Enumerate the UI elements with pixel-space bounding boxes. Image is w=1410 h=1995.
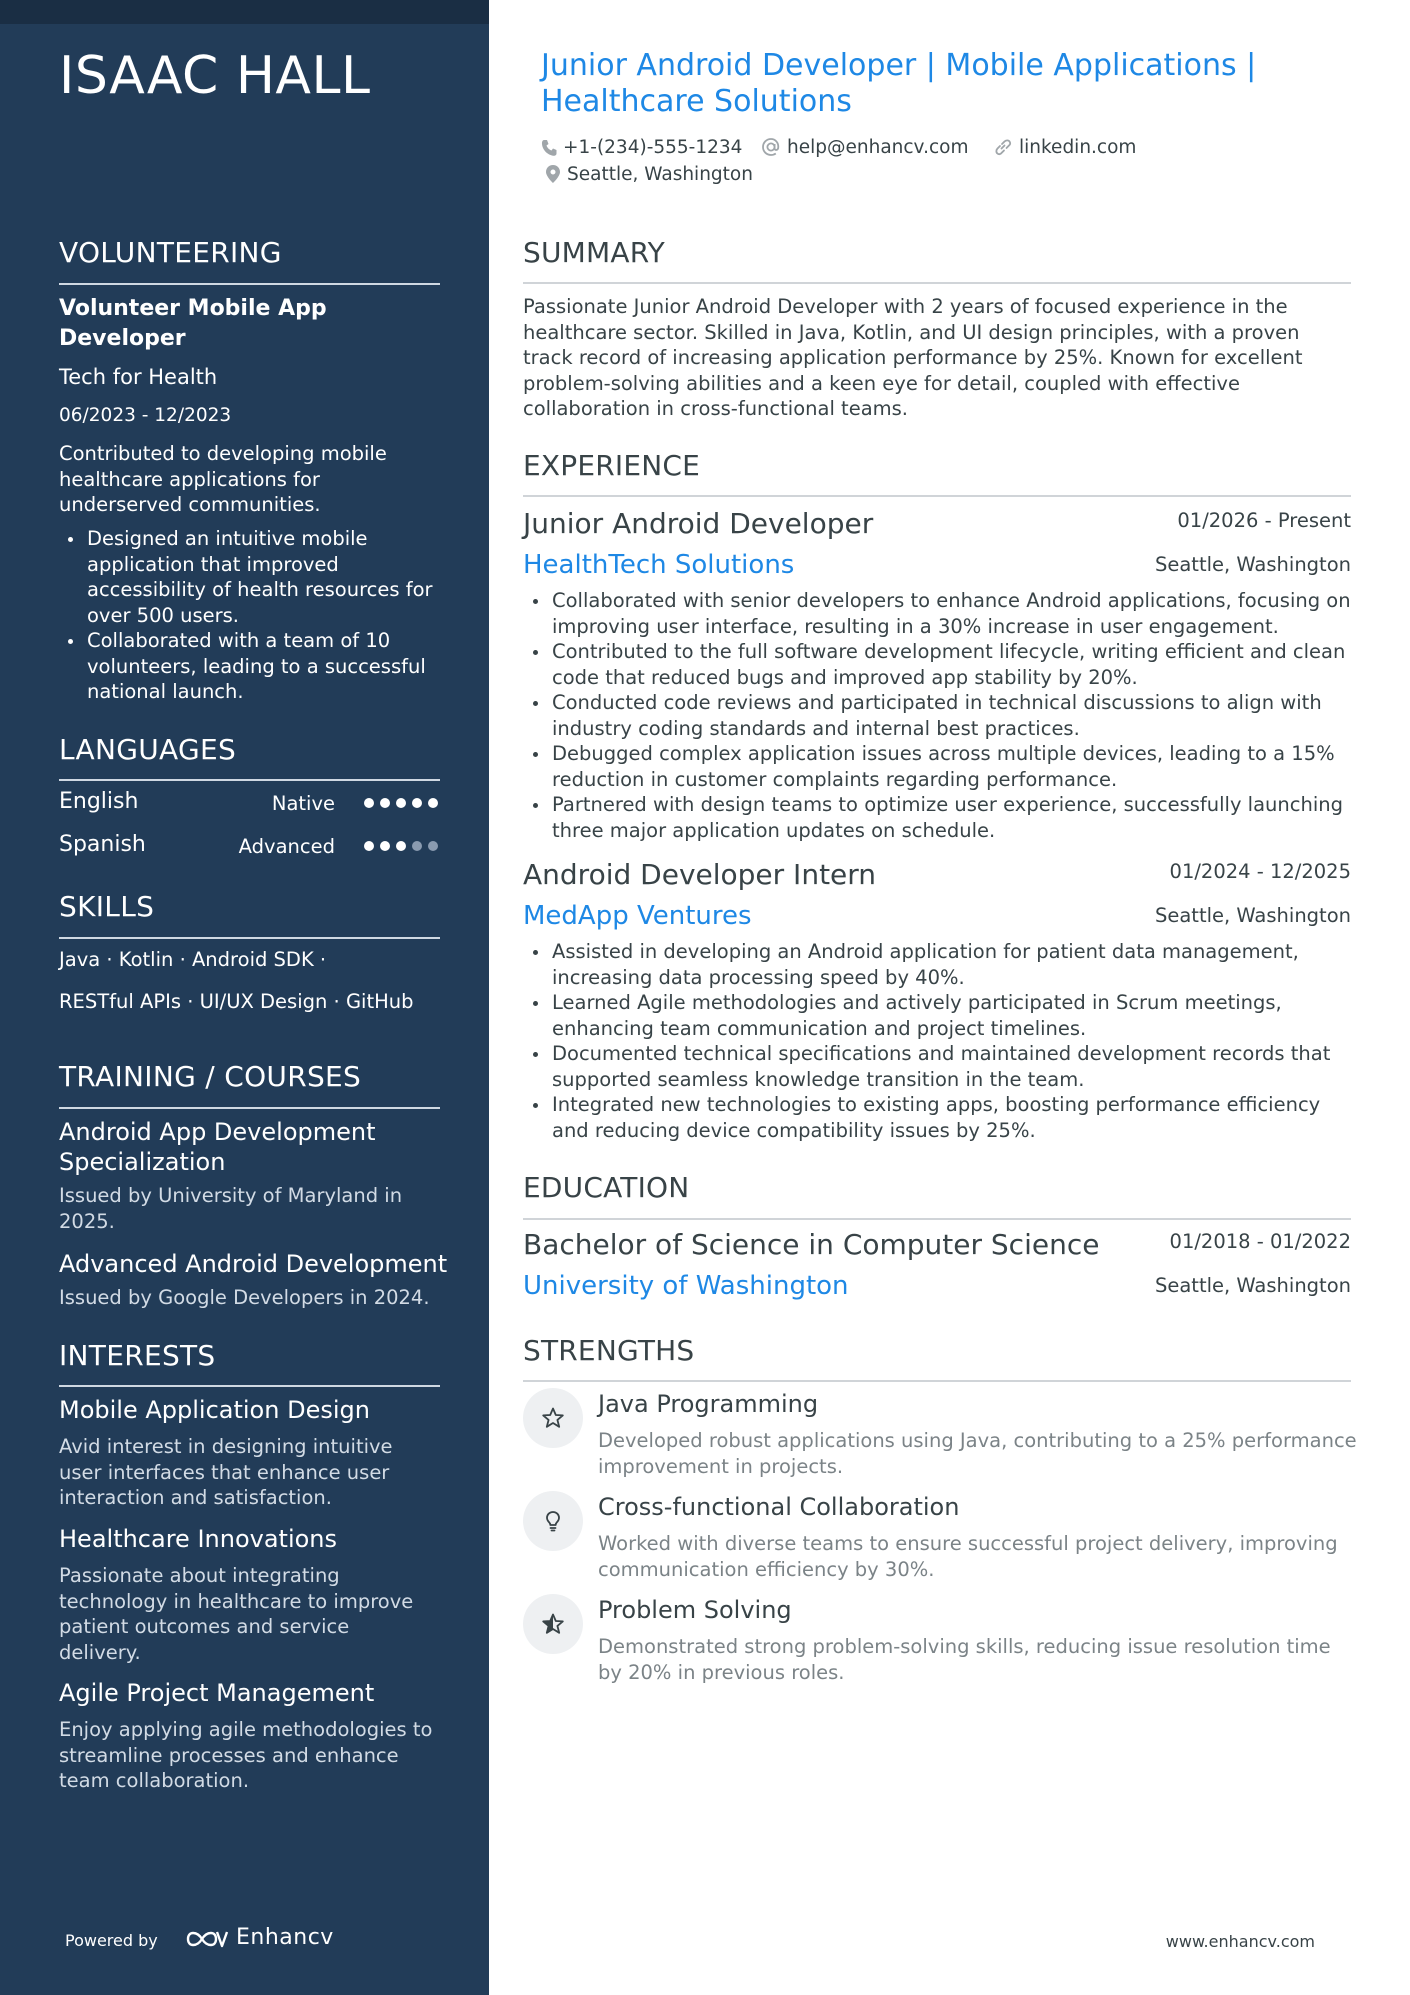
language-name: English (59, 789, 139, 814)
job-dates: 01/2026 - Present (1177, 509, 1351, 532)
language-rating (364, 841, 440, 853)
interest-title: Healthcare Innovations (59, 1525, 338, 1553)
location-pin-icon (545, 164, 561, 184)
strengths-heading: STRENGTHS (523, 1334, 695, 1367)
location-text: Seattle, Washington (567, 164, 753, 185)
training-divider (59, 1107, 440, 1109)
interests-divider (59, 1385, 440, 1387)
strength-title: Java Programming (598, 1390, 819, 1418)
strength-description: Developed robust applications using Java, contributing to a 25% performance improvement in projects. (598, 1429, 1357, 1478)
education-location: Seattle, Washington (1154, 1274, 1351, 1297)
volunteer-description: Contributed to developing mobile healthcare applications for underserved communities. (59, 442, 387, 516)
powered-by-label: Powered by (65, 1931, 158, 1950)
job-title: Android Developer Intern (523, 858, 877, 891)
course-title: Android App Development Specialization (59, 1118, 376, 1176)
interest-description: Passionate about integrating technology in healthcare to improve patient outcomes and service delivery. (59, 1564, 414, 1664)
enhancv-logo[interactable] (184, 1924, 344, 1954)
interest-description: Enjoy applying agile methodologies to streamline processes and enhance team collaboration. (59, 1718, 433, 1792)
list-item: Partnered with design teams to optimize user experience, successfully launching three major application updates on schedule. (523, 792, 1358, 843)
list-item: Contributed to the full software development lifecycle, writing efficient and clean code that reduced bugs and improved app stability by 20%. (523, 639, 1358, 690)
strength-icon-badge (523, 1388, 583, 1448)
skills-heading: SKILLS (59, 890, 155, 923)
degree-title: Bachelor of Science in Computer Science (523, 1228, 1100, 1261)
rating-dot (428, 798, 438, 808)
summary-text: Passionate Junior Android Developer with 2 years of focused experience in the healthcare sector. Skilled in Java, Kotlin, and UI design principles, with a proven track record of increasing application performance by 25%. Known for excellent problem-solving abilities and a keen eye for detail, coupled with effective collaboration in cross-functional teams. (523, 295, 1303, 420)
list-item: Learned Agile methodologies and actively participated in Scrum meetings, enhancing team communication and project timelines. (523, 990, 1358, 1041)
rating-dot (364, 798, 374, 808)
volunteer-dates: 06/2023 - 12/2023 (59, 405, 232, 426)
training-heading: TRAINING / COURSES (59, 1060, 362, 1093)
job-title: Junior Android Developer (523, 507, 874, 540)
phone-text: +1-(234)-555-1234 (563, 137, 743, 158)
language-name: Spanish (59, 832, 146, 857)
education-heading: EDUCATION (523, 1171, 690, 1204)
strength-description: Worked with diverse teams to ensure successful project delivery, improving communication efficiency by 30%. (598, 1532, 1338, 1581)
interest-description: Avid interest in designing intuitive user interfaces that enhance user interaction and satisfaction. (59, 1435, 393, 1509)
rating-dot (364, 841, 374, 851)
course-issuer: Issued by Google Developers in 2024. (59, 1286, 430, 1309)
candidate-name: ISAAC HALL (59, 46, 371, 106)
sidebar (0, 0, 489, 1995)
job-dates: 01/2024 - 12/2025 (1169, 860, 1351, 883)
list-item: Collaborated with a team of 10 volunteers, leading to a successful national launch. (59, 628, 454, 705)
language-rating (364, 798, 440, 810)
rating-dot (412, 841, 422, 851)
rating-dot (412, 798, 422, 808)
list-item: Assisted in developing an Android application for patient data management, increasing data processing speed by 40%. (523, 939, 1358, 990)
experience-heading: EXPERIENCE (523, 449, 701, 482)
skills-divider (59, 937, 440, 939)
education-dates: 01/2018 - 01/2022 (1169, 1230, 1351, 1253)
volunteer-bullets (59, 526, 454, 705)
interest-title: Mobile Application Design (59, 1396, 370, 1424)
list-item: Documented technical specifications and maintained development records that supported seamless knowledge transition in the team. (523, 1041, 1358, 1092)
job-location: Seattle, Washington (1154, 553, 1351, 576)
job-company: HealthTech Solutions (523, 550, 795, 580)
star-outline-icon (541, 1406, 565, 1430)
list-item: Integrated new technologies to existing apps, boosting performance efficiency and reducing device compatibility issues by 25%. (523, 1092, 1358, 1143)
enhancv-brand: Enhancv (236, 1925, 334, 1950)
language-level: Advanced (238, 835, 335, 858)
summary-heading: SUMMARY (523, 236, 665, 269)
rating-dot (396, 841, 406, 851)
job-bullets (523, 588, 1358, 843)
interest-title: Agile Project Management (59, 1679, 375, 1707)
rating-dot (428, 841, 438, 851)
course-title: Advanced Android Development (59, 1250, 448, 1278)
lightbulb-icon (541, 1509, 565, 1533)
languages-divider (59, 779, 440, 781)
education-divider (523, 1218, 1351, 1220)
list-item: Conducted code reviews and participated in technical discussions to align with industry coding standards and internal best practices. (523, 690, 1358, 741)
summary-divider (523, 282, 1351, 284)
at-sign-icon (761, 137, 781, 157)
job-headline: Junior Android Developer | Mobile Applications | Healthcare Solutions (541, 48, 1257, 119)
experience-divider (523, 495, 1351, 497)
contact-email[interactable] (761, 137, 968, 158)
contact-phone[interactable] (541, 137, 742, 158)
language-row-spanish (59, 832, 440, 862)
job-location: Seattle, Washington (1154, 904, 1351, 927)
strengths-divider (523, 1380, 1351, 1382)
email-text: help@enhancv.com (787, 137, 969, 158)
languages-heading: LANGUAGES (59, 733, 237, 766)
rating-dot (380, 841, 390, 851)
star-half-icon (541, 1612, 565, 1636)
phone-icon (541, 139, 557, 157)
enhancv-mark-icon (184, 1924, 230, 1954)
strength-title: Cross-functional Collaboration (598, 1493, 960, 1521)
volunteer-org: Tech for Health (59, 365, 218, 389)
contact-location (545, 164, 753, 185)
language-row-english (59, 789, 440, 819)
skills-line-1: Java · Kotlin · Android SDK · (59, 948, 327, 971)
list-item: Debugged complex application issues across multiple devices, leading to a 15% reduction in customer complaints regarding performance. (523, 741, 1358, 792)
strength-icon-badge (523, 1491, 583, 1551)
rating-dot (396, 798, 406, 808)
volunteer-role: Volunteer Mobile App Developer (59, 296, 327, 351)
job-bullets (523, 939, 1358, 1143)
school-name: University of Washington (523, 1271, 849, 1301)
interests-heading: INTERESTS (59, 1339, 216, 1372)
strength-description: Demonstrated strong problem-solving skills, reducing issue resolution time by 20% in previous roles. (598, 1635, 1331, 1684)
website-link[interactable]: www.enhancv.com (1165, 1932, 1315, 1951)
sidebar-top-bar (0, 0, 489, 24)
link-text: linkedin.com (1019, 137, 1137, 158)
list-item: Collaborated with senior developers to enhance Android applications, focusing on improving user interface, resulting in a 30% increase in user engagement. (523, 588, 1358, 639)
strength-icon-badge (523, 1594, 583, 1654)
strength-title: Problem Solving (598, 1596, 792, 1624)
volunteering-divider (59, 283, 440, 285)
course-issuer: Issued by University of Maryland in 2025. (59, 1184, 403, 1233)
rating-dot (380, 798, 390, 808)
skills-line-2: RESTful APIs · UI/UX Design · GitHub (59, 990, 414, 1013)
job-company: MedApp Ventures (523, 901, 752, 931)
list-item: Designed an intuitive mobile application that improved accessibility of health resources for over 500 users. (59, 526, 454, 628)
link-icon (993, 137, 1013, 157)
volunteering-heading: VOLUNTEERING (59, 236, 282, 269)
contact-link[interactable] (993, 137, 1136, 158)
language-level: Native (271, 792, 335, 815)
